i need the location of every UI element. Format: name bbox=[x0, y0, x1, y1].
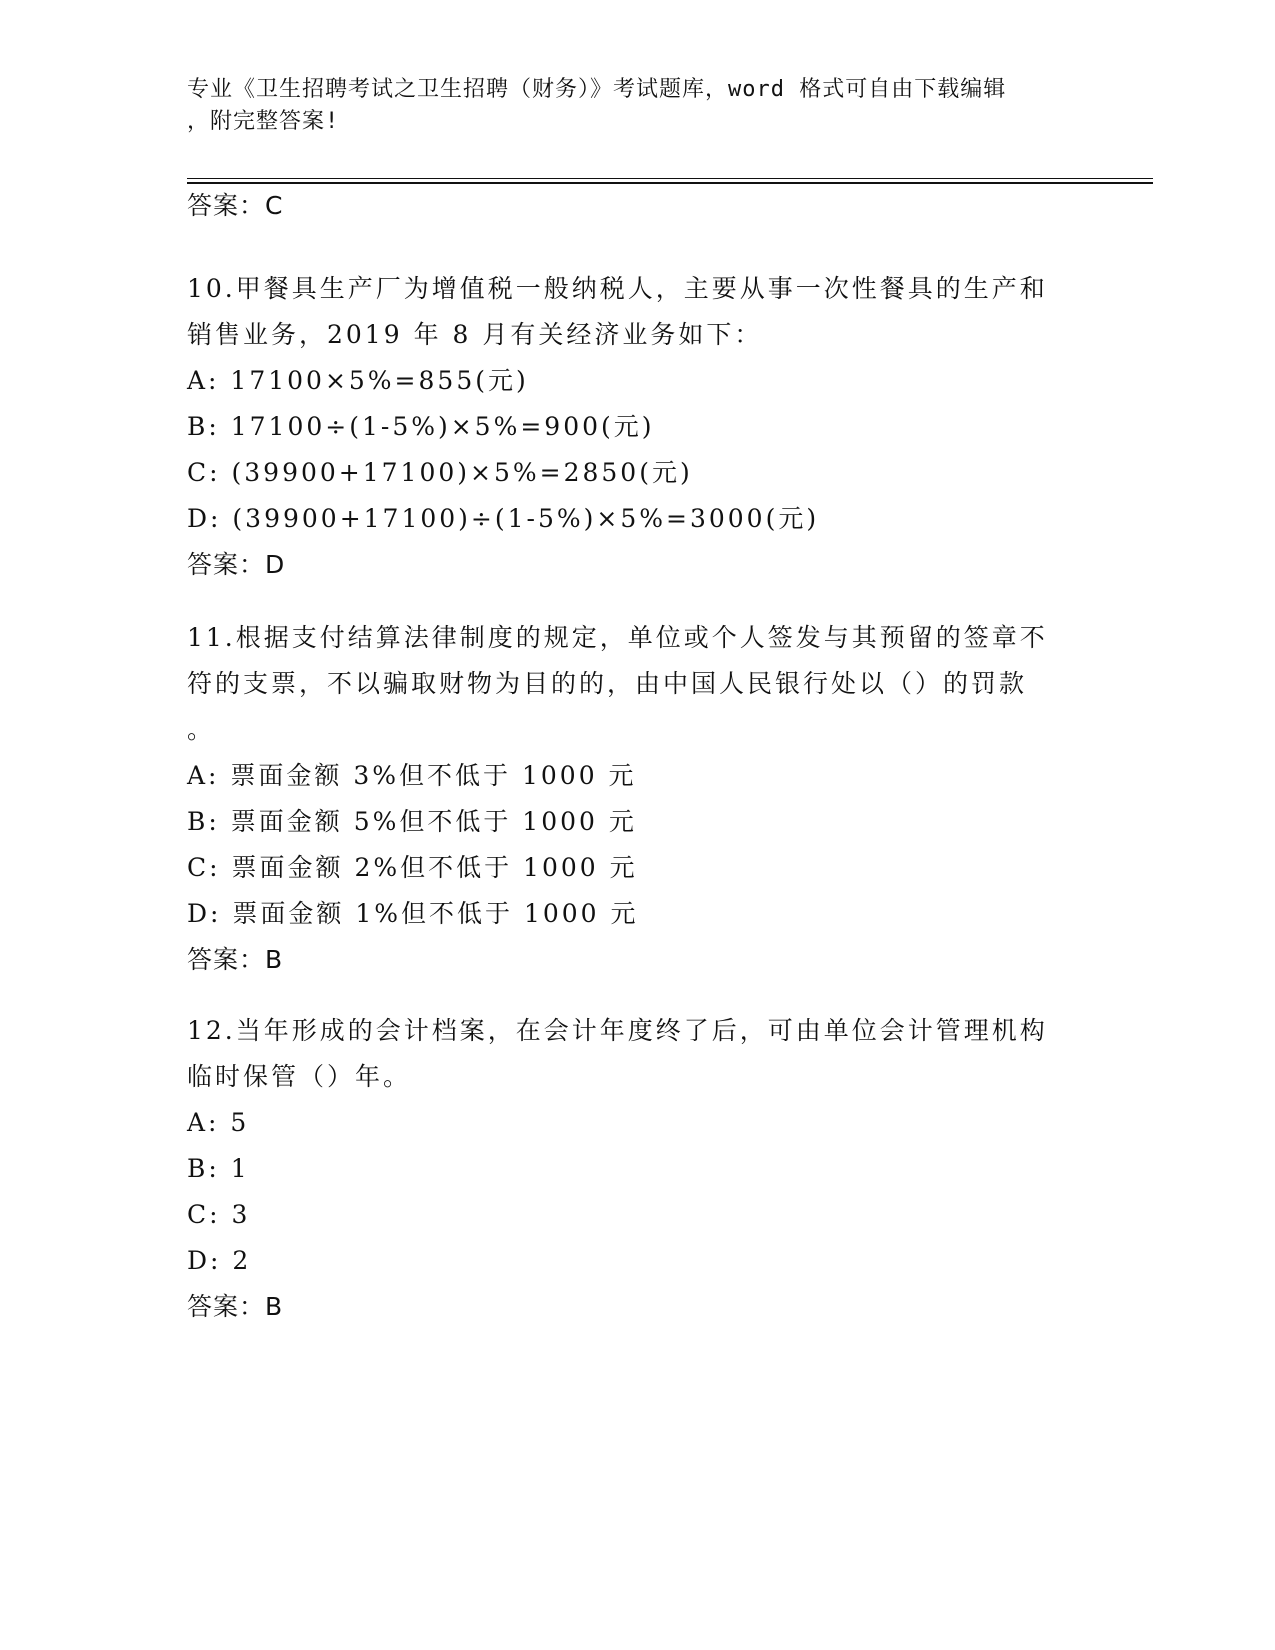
answer-line: 答案：C bbox=[187, 191, 284, 220]
answer-line: 答案：D bbox=[187, 550, 286, 579]
option-b: B: 票面金额 5%但不低于 1000 元 bbox=[187, 807, 637, 836]
answer-line: 答案：B bbox=[187, 1292, 284, 1321]
option-a: A: 票面金额 3%但不低于 1000 元 bbox=[187, 761, 637, 790]
question-stem-line: 。 bbox=[187, 715, 216, 744]
option-c: C: 3 bbox=[187, 1200, 251, 1229]
header-line-2: ，附完整答案! bbox=[187, 109, 340, 134]
option-d: D: (39900+17100)÷(1-5%)×5%=3000(元) bbox=[187, 504, 820, 533]
question-stem-line: 11.根据支付结算法律制度的规定，单位或个人签发与其预留的签章不 bbox=[187, 623, 1048, 652]
question-stem-line: 10.甲餐具生产厂为增值税一般纳税人，主要从事一次性餐具的生产和 bbox=[187, 274, 1048, 303]
option-c: C: 票面金额 2%但不低于 1000 元 bbox=[187, 853, 638, 882]
option-a: A: 17100×5%=855(元) bbox=[187, 366, 529, 395]
option-a: A: 5 bbox=[187, 1108, 250, 1137]
question-stem-line: 临时保管（）年。 bbox=[187, 1062, 412, 1091]
option-b: B: 1 bbox=[187, 1154, 250, 1183]
answer-line: 答案：B bbox=[187, 945, 284, 974]
option-b: B: 17100÷(1-5%)×5%=900(元) bbox=[187, 412, 655, 441]
question-11 bbox=[187, 615, 1087, 983]
question-10 bbox=[187, 266, 1087, 588]
document-header bbox=[187, 74, 1107, 138]
question-stem-line: 12.当年形成的会计档案，在会计年度终了后，可由单位会计管理机构 bbox=[187, 1016, 1048, 1045]
previous-answer-block bbox=[187, 183, 1087, 229]
option-c: C: (39900+17100)×5%=2850(元) bbox=[187, 458, 693, 487]
option-d: D: 2 bbox=[187, 1246, 252, 1275]
option-d: D: 票面金额 1%但不低于 1000 元 bbox=[187, 899, 639, 928]
question-stem-line: 符的支票，不以骗取财物为目的的，由中国人民银行处以（）的罚款 bbox=[187, 669, 1028, 698]
header-rule-thin bbox=[187, 178, 1153, 179]
question-stem-line: 销售业务，2019 年 8 月有关经济业务如下： bbox=[187, 320, 763, 349]
question-12 bbox=[187, 1008, 1087, 1330]
header-line-1: 专业《卫生招聘考试之卫生招聘（财务）》考试题库，word 格式可自由下载编辑 bbox=[187, 77, 1007, 102]
